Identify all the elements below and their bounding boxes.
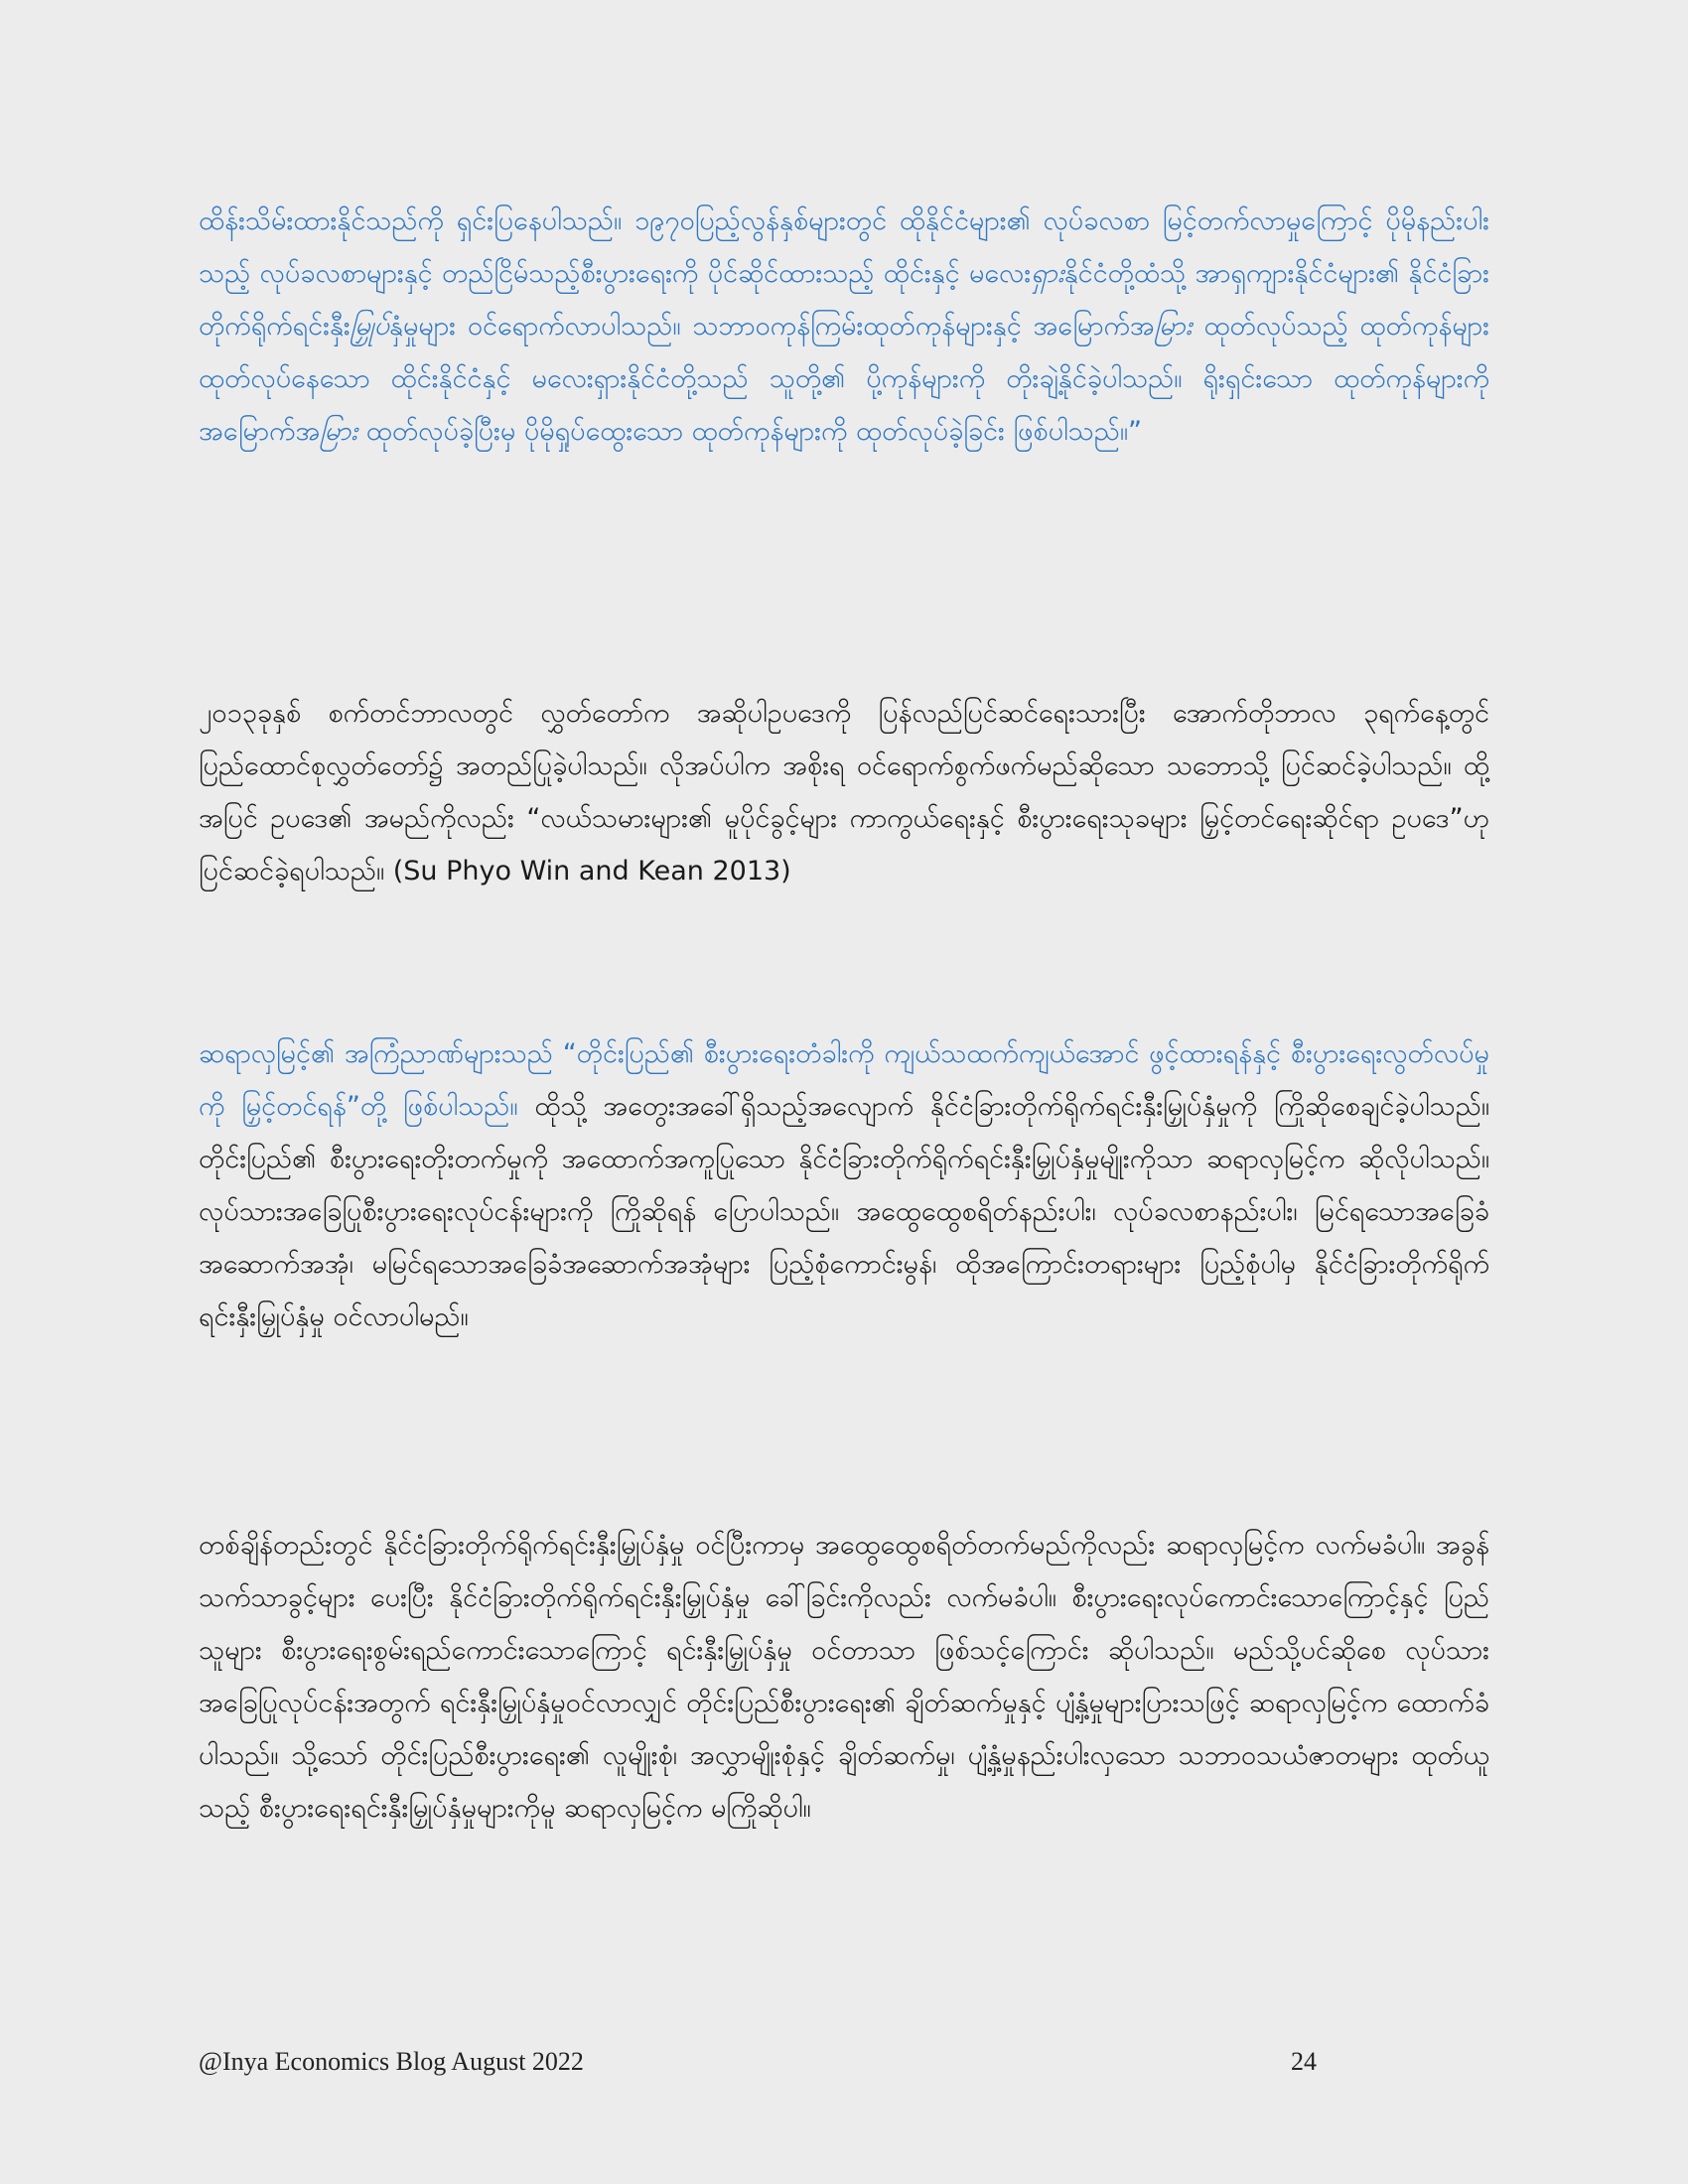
text-segment: ထုတ်လုပ်သည့် ထုတ်ကုန်များ ထုတ်လုပ်နေသော ထိုင်းနိုင်ငံနှင့် မလေးရှားနိုင်ငံတို့သည် သူတို့၏ ပို့ကုန်များကို တိုးချဲ့နိုင်ခဲ့ပါသည်။ ရိုးရှင်းသော ထုတ်ကုန်များကို အမြောက်အ [199, 311, 1489, 447]
paragraph-text: ၂၀၁၃ခုနှစ် စက်တင်ဘာလတွင် လွှတ်တော်က အဆိုပါဥပဒေကို ပြန်လည်ပြင်ဆင်ရေးသားပြီး အောက်တိုဘာလ ၃ရက်နေ့တွင် ပြည်ထောင်စုလွှတ်တော်၌ အတည်ပြုခဲ့ပါသည်။ လိုအပ်ပါက အစိုးရ ဝင်ရောက်စွက်ဖက်မည်ဆိုသော သဘောသို့ ပြင်ဆင်ခဲ့ပါသည်။ ထို့အပြင် ဥပဒေ၏ အမည်ကိုလည်း “လယ်သမားများ၏ မူပိုင်ခွင့်များ ကာကွယ်ရေးနှင့် စီးပွားရေးသုခများ မြှင့်တင်ရေးဆိုင်ရာ ဥပဒေ”ဟု ပြင်ဆင်ခဲ့ရပါသည်။ [199, 698, 1489, 887]
text-segment: ထိန်းသိမ်းထားနိုင်သည်ကို ရှင်းပြနေပါသည်။ ၁၉၇၀ပြည့်လွန်နှစ်များတွင် ထိုနိုင်ငံများ၏ လုပ်ခလစာ မြင့်တက်လာမှုကြောင့် ပိုမိုနည်းပါးသည့် လုပ်ခလစာများနှင့် တည်ငြိမ်သည့်စီးပွားရေးကို ပိုင်ဆိုင်ထားသည့် ထိုင်းနှင့် မလေး [199, 205, 1489, 289]
paragraph-law-amendment [199, 687, 1489, 897]
citation: (Su Phyo Win and Kean 2013) [392, 856, 791, 887]
italic-text-segment: မြား [1154, 311, 1193, 341]
paragraph-investment-conditions [199, 1519, 1489, 1835]
text-segment: ထုတ်လုပ်ခဲ့ပြီးမှ ပိုမိုရှုပ်ထွေးသော ထုတ်ကုန်များကို ထုတ်လုပ်ခဲ့ခြင်း ဖြစ်ပါသည်။” [357, 416, 1143, 447]
italic-text-segment: ရှား [1031, 258, 1064, 289]
paragraph-quote-continuation [199, 195, 1489, 458]
italic-text-segment: မြှုပ် [350, 311, 390, 341]
page-number: 24 [1291, 2047, 1317, 2076]
paragraph-text: ထိုသို့ အတွေးအခေါ်ရှိသည့်အလျောက် နိုင်ငံခြားတိုက်ရိုက်ရင်းနှီးမြှုပ်နှံမှုကို ကြိုဆိုစေချင်ခဲ့ပါသည်။ တိုင်းပြည်၏ စီးပွားရေးတိုးတက်မှုကို အထောက်အကူပြုသော နိုင်ငံခြားတိုက်ရိုက်ရင်းနှီးမြှုပ်နှံမှုမျိုးကိုသာ ဆရာလှမြင့်က ဆိုလိုပါသည်။ လုပ်သားအခြေပြုစီးပွားရေးလုပ်ငန်းများကို ကြိုဆိုရန် ပြောပါသည်။ အထွေထွေစရိတ်နည်းပါး၊ လုပ်ခလစာနည်းပါး၊ မြင်ရသောအခြေခံအဆောက်အအုံ၊ မမြင်ရသောအခြေခံအဆောက်အအုံများ ပြည့်စုံကောင်းမွန်၊ ထိုအကြောင်းတရားများ ပြည့်စုံပါမှ နိုင်ငံခြားတိုက်ရိုက်ရင်းနှီးမြှုပ်နှံမှု ဝင်လာပါမည်။ [199, 1091, 1489, 1332]
text-segment: နိုင်ငံတို့ထံသို့ အာရှကျားနိုင်ငံများ၏ နိုင်ငံခြားတိုက်ရိုက်ရင်းနှီး [199, 258, 1490, 341]
paragraph-fdi-views [199, 1027, 1489, 1343]
highlighted-text: ဆရာလှမြင့်၏ အကြံညာဏ်များသည် “တိုင်းပြည်၏ စီးပွားရေးတံခါးကို ကျယ်သထက်ကျယ်အောင် ဖွင့်ထားရန်နှင့် စီးပွားရေးလွတ်လပ်မှုကို မြှင့်တင်ရန်”တို့ ဖြစ်ပါသည်။ [199, 1038, 1489, 1122]
footer-source: @Inya Economics Blog August 2022 [199, 2047, 584, 2076]
text-segment: နှံမှုများ ဝင်ရောက်လာပါသည်။ သဘာဝကုန်ကြမ်းထုတ်ကုန်များနှင့် အမြောက်အ [389, 311, 1155, 341]
paragraph-text: တစ်ချိန်တည်းတွင် နိုင်ငံခြားတိုက်ရိုက်ရင်းနှီးမြှုပ်နှံမှု ဝင်ပြီးကာမှ အထွေထွေစရိတ်တက်မည်ကိုလည်း ဆရာလှမြင့်က လက်မခံပါ။ အခွန်သက်သာခွင့်များ ပေးပြီး နိုင်ငံခြားတိုက်ရိုက်ရင်းနှီးမြှုပ်နှံမှု ခေါ်ခြင်းကိုလည်း လက်မခံပါ။ စီးပွားရေးလုပ်ကောင်းသောကြောင့်နှင့် ပြည်သူများ စီးပွားရေးစွမ်းရည်ကောင်းသောကြောင့် ရင်းနှီးမြှုပ်နှံမှု ဝင်တာသာ ဖြစ်သင့်ကြောင်း ဆိုပါသည်။ မည်သို့ပင်ဆိုစေ လုပ်သားအခြေပြုလုပ်ငန်းအတွက် ရင်းနှီးမြှုပ်နှံမှုဝင်လာလျှင် တိုင်းပြည်စီးပွားရေး၏ ချိတ်ဆက်မှုနှင့် ပျံ့နှံ့မှုများပြားသဖြင့် ဆရာလှမြင့်က ထောက်ခံပါသည်။ သို့သော် တိုင်းပြည်စီးပွားရေး၏ လူမျိုးစုံ၊ အလွှာမျိုးစုံနှင့် ချိတ်ဆက်မှု၊ ပျံ့နှံ့မှုနည်းပါးလှသော သဘာဝသယံဇာတများ ထုတ်ယူသည့် စီးပွားရေးရင်းနှီးမြှုပ်နှံမှုများကိုမူ ဆရာလှမြင့်က မကြိုဆိုပါ။ [199, 1530, 1489, 1824]
italic-text-segment: မြား [320, 416, 358, 447]
